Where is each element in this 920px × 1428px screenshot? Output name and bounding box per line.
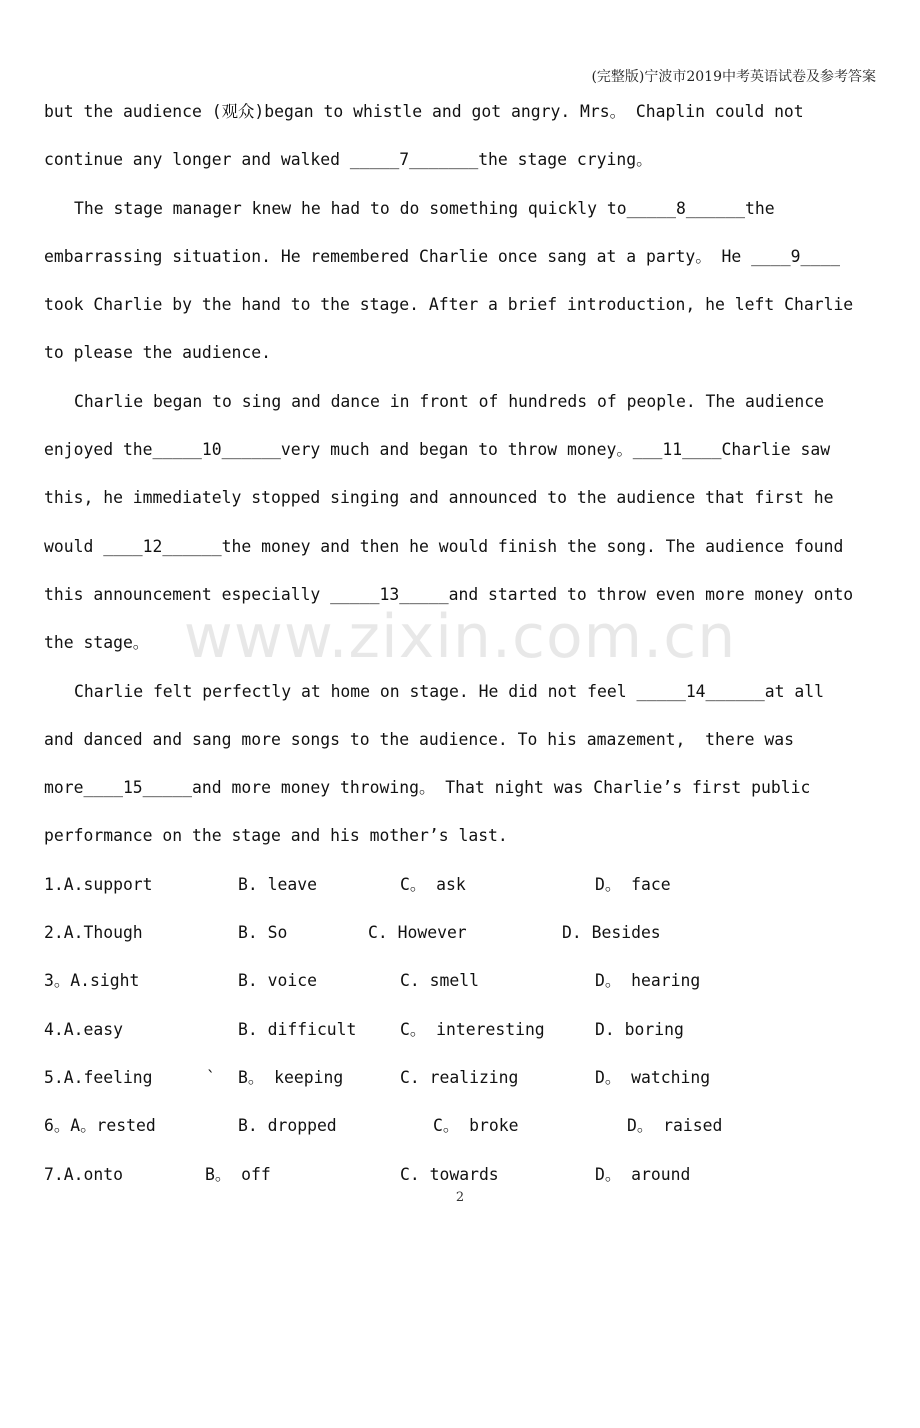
option-d: D。 hearing [595, 971, 701, 991]
option-row [44, 958, 884, 1006]
option-c: C。 ask [400, 874, 466, 894]
option-a: 6。A。rested [44, 1116, 156, 1136]
option-d: D。 face [595, 874, 671, 894]
option-c: C. However [368, 923, 467, 943]
option-row [44, 862, 884, 910]
option-c: C。 interesting [400, 1019, 545, 1039]
passage-line: and danced and sang more songs to the audience. To his amazement, there was [44, 729, 794, 749]
passage-line: would ____12______the money and then he would finish the song. The audience found [44, 536, 844, 556]
stray-mark: ` [206, 1067, 216, 1087]
passage-line: the stage。 [44, 633, 150, 653]
option-a: 3。A.sight [44, 971, 140, 991]
passage-line: more____15_____and more money throwing。 That night was Charlie’s first public [44, 778, 811, 798]
option-b: B。 keeping [238, 1067, 344, 1087]
option-b: B. voice [238, 971, 317, 991]
page-content [44, 89, 884, 1200]
option-b: B. dropped [238, 1116, 337, 1136]
option-row [44, 1055, 884, 1103]
option-d: D。 raised [627, 1116, 723, 1136]
option-c: C. smell [400, 971, 479, 991]
option-d: D. Besides [562, 923, 661, 943]
option-d: D。 around [595, 1164, 691, 1184]
passage-line: The stage manager knew he had to do something quickly to_____8______the [74, 198, 775, 218]
option-row [44, 910, 884, 958]
passage-line: embarrassing situation. He remembered Charlie once sang at a party。 He ____9____ [44, 246, 840, 266]
passage-line: this, he immediately stopped singing and announced to the audience that first he [44, 488, 834, 508]
watermark: www.zixin.com.cn [183, 602, 737, 672]
option-a: 4.A.easy [44, 1019, 123, 1039]
passage-line: but the audience (观众)began to whistle and got angry. Mrs。 Chaplin could not [44, 102, 804, 121]
passage-line: Charlie began to sing and dance in front of hundreds of people. The audience [74, 391, 824, 411]
document-header: (完整版)宁波市2019中考英语试卷及参考答案 [591, 69, 876, 85]
passage-line: continue any longer and walked _____7_______the stage crying。 [44, 150, 653, 170]
option-c: C。 broke [433, 1116, 519, 1136]
option-row [44, 1007, 884, 1055]
passage [44, 89, 884, 862]
option-a: 5.A.feeling [44, 1067, 153, 1087]
passage-line: to please the audience. [44, 343, 271, 363]
option-b: B. leave [238, 874, 317, 894]
option-a: 1.A.support [44, 874, 153, 894]
option-b: B. difficult [238, 1019, 357, 1039]
passage-line: took Charlie by the hand to the stage. After a brief introduction, he left Charlie [44, 295, 854, 315]
option-a: 2.A.Though [44, 923, 143, 943]
answer-options [44, 862, 884, 1200]
page-number: 2 [455, 1190, 465, 1205]
option-d: D. boring [595, 1019, 684, 1039]
passage-line: this announcement especially _____13_____and started to throw even more money onto [44, 584, 854, 604]
option-a: 7.A.onto [44, 1164, 123, 1184]
option-d: D。 watching [595, 1067, 711, 1087]
option-row [44, 1103, 884, 1151]
option-b: B。 off [205, 1164, 271, 1184]
option-c: C. realizing [400, 1067, 519, 1087]
option-c: C. towards [400, 1164, 499, 1184]
passage-line: enjoyed the_____10______very much and began to throw money。___11____Charlie saw [44, 440, 831, 460]
passage-line: Charlie felt perfectly at home on stage. He did not feel _____14______at all [74, 681, 824, 701]
option-b: B. So [238, 923, 288, 943]
passage-line: performance on the stage and his mother’s last. [44, 826, 508, 846]
